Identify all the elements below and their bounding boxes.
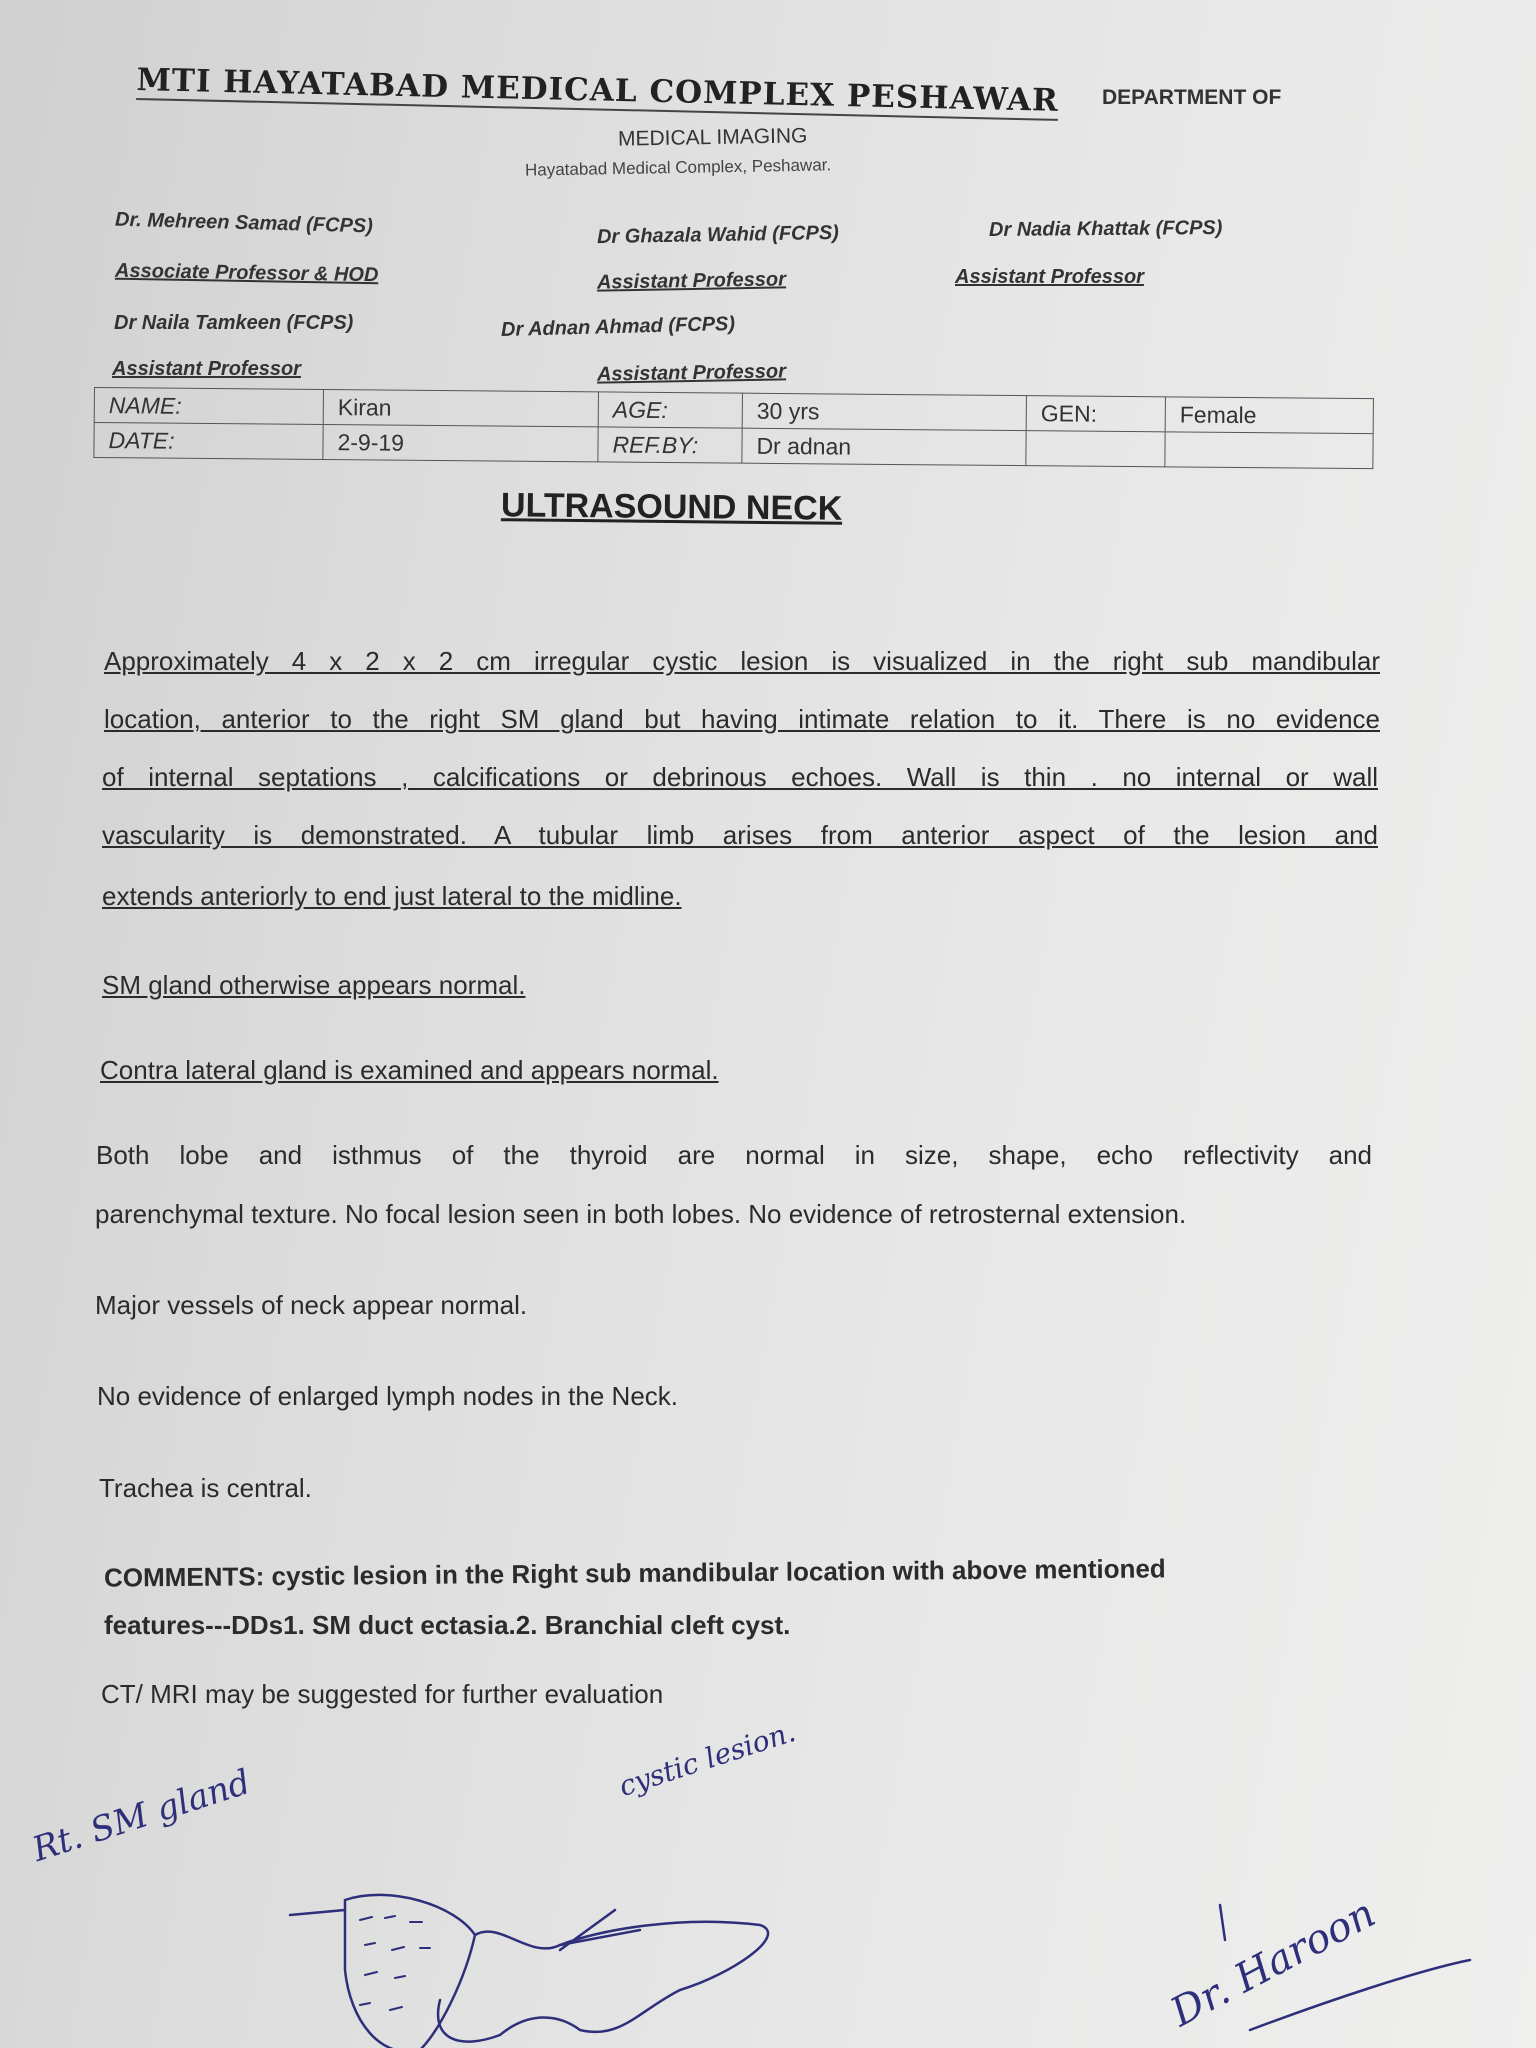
pointer-line — [290, 1910, 640, 1950]
lesion-outline — [438, 1922, 768, 2042]
trachea-finding: Trachea is central. — [99, 1473, 312, 1503]
findings-line: Approximately 4 x 2 x 2 cm irregular cystic lesion is visualized in the right sub mandibular — [104, 646, 1380, 676]
vessels-finding: Major vessels of neck appear normal. — [95, 1290, 528, 1320]
hospital-address: Hayatabad Medical Complex, Peshawar. — [524, 155, 832, 180]
ref-label: REF.BY: — [598, 427, 742, 463]
report-date: 2-9-19 — [323, 425, 598, 462]
handwritten-lesion-label: cystic lesion. — [614, 1714, 800, 1803]
findings-line: of internal septations , calcifications or debrinous echoes. Wall is thin . no internal or wall — [102, 762, 1378, 792]
name-label: NAME: — [94, 388, 323, 425]
doctor-role: Associate Professor & HOD — [114, 259, 379, 287]
thyroid-finding: parenchymal texture. No focal lesion seen in both lobes. No evidence of retrosternal extension. — [95, 1199, 1187, 1229]
doctor-role: Assistant Professor — [112, 358, 301, 380]
referred-by: Dr adnan — [742, 428, 1026, 465]
handwritten-sketch — [0, 1800, 1536, 2048]
comments-line: COMMENTS: cystic lesion in the Right sub mandibular location with above mentioned — [103, 1553, 1166, 1593]
gender-label: GEN: — [1026, 396, 1165, 432]
patient-age: 30 yrs — [742, 393, 1026, 430]
age-label: AGE: — [598, 392, 742, 428]
signature-mark — [1220, 1905, 1225, 1940]
signature: Dr. Haroon — [1163, 1890, 1383, 2036]
patient-info-table — [93, 387, 1374, 469]
comments-line: features---DDs1. SM duct ectasia.2. Branchial cleft cyst. — [104, 1610, 791, 1640]
doctor-role: Assistant Professor — [596, 360, 787, 386]
hospital-name: MTI HAYATABAD MEDICAL COMPLEX PESHAWAR — [136, 62, 1060, 119]
sm-gland-finding: SM gland otherwise appears normal. — [102, 970, 526, 1000]
handwritten-gland-label: Rt. SM gland — [27, 1762, 256, 1870]
patient-name: Kiran — [323, 390, 598, 427]
gland-hatching — [360, 1916, 430, 2010]
department-name: MEDICAL IMAGING — [617, 124, 808, 151]
report-title: ULTRASOUND NECK — [500, 486, 843, 528]
findings-line: vascularity is demonstrated. A tubular limb arises from anterior aspect of the lesion and — [102, 820, 1378, 850]
contralateral-finding: Contra lateral gland is examined and appears normal. — [100, 1055, 719, 1085]
empty-cell — [1165, 432, 1373, 469]
empty-cell — [1026, 431, 1165, 467]
doctor-role: Assistant Professor — [596, 268, 787, 294]
findings-line: location, anterior to the right SM gland but having intimate relation to it. There is no evidence — [104, 704, 1380, 734]
doctor-name: Dr Adnan Ahmad (FCPS) — [500, 312, 736, 342]
doctor-name: Dr Nadia Khattak (FCPS) — [988, 216, 1223, 242]
thyroid-finding: Both lobe and isthmus of the thyroid are normal in size, shape, echo reflectivity and — [96, 1140, 1372, 1170]
department-label: DEPARTMENT OF — [1102, 86, 1282, 109]
doctor-name: Dr Ghazala Wahid (FCPS) — [596, 221, 840, 249]
patient-gender: Female — [1165, 397, 1373, 434]
date-label: DATE: — [94, 423, 323, 460]
doctor-name: Dr. Mehreen Samad (FCPS) — [114, 208, 374, 238]
doctor-name: Dr Naila Tamkeen (FCPS) — [114, 312, 354, 334]
findings-line: extends anteriorly to end just lateral to the midline. — [102, 881, 682, 911]
signature-underline — [1250, 1960, 1470, 2030]
doctor-role: Assistant Professor — [955, 266, 1144, 288]
lymph-finding: No evidence of enlarged lymph nodes in the Neck. — [97, 1381, 679, 1411]
suggestion: CT/ MRI may be suggested for further evaluation — [101, 1679, 664, 1709]
